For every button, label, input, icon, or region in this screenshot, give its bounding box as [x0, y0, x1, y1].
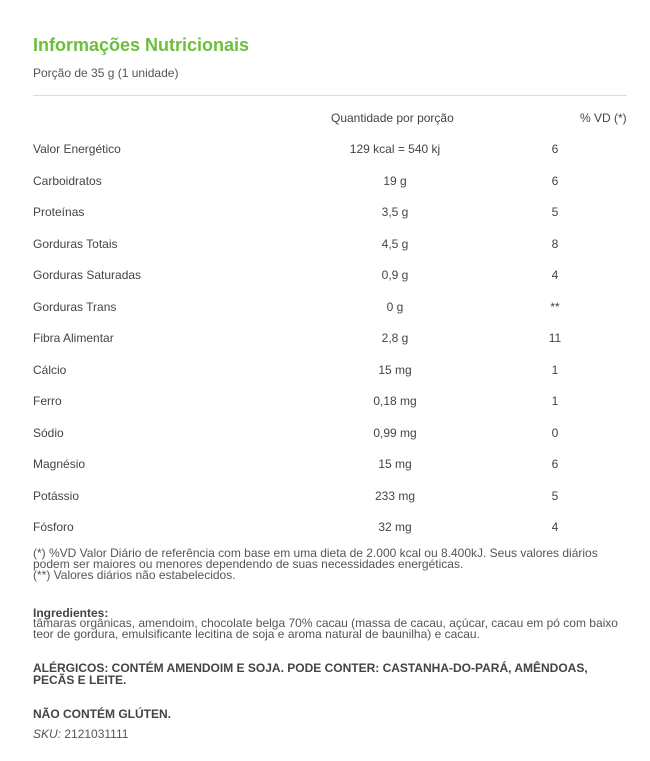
nutrient-name: Gorduras Trans — [33, 299, 117, 314]
table-row — [0, 300, 650, 320]
nutrient-quantity: 3,5 g — [381, 205, 409, 219]
sku-label: SKU: — [33, 727, 62, 741]
table-row — [0, 426, 650, 446]
nutrient-name: Carboidratos — [33, 173, 102, 188]
nutrient-daily-value: 4 — [551, 268, 559, 282]
nutrient-quantity: 233 mg — [374, 488, 416, 503]
sku — [33, 727, 128, 741]
nutrient-name: Fósforo — [33, 520, 74, 534]
table-row — [0, 142, 650, 162]
gluten-statement: NÃO CONTÉM GLÚTEN. — [33, 707, 171, 721]
portion-size: Porção de 35 g (1 unidade) — [33, 66, 179, 80]
nutrient-quantity: 4,5 g — [381, 236, 409, 251]
nutrient-name: Sódio — [33, 425, 64, 440]
nutrient-name: Potássio — [33, 488, 80, 503]
nutrient-name: Valor Energético — [33, 142, 121, 156]
sku-value: 2121031111 — [64, 727, 129, 741]
table-row — [0, 205, 650, 225]
divider — [33, 95, 627, 96]
table-row — [0, 363, 650, 383]
column-header-daily-value: % VD (*) — [580, 111, 627, 125]
footnotes — [33, 548, 633, 581]
nutrient-daily-value: 0 — [551, 425, 559, 440]
column-header-quantity: Quantidade por porção — [331, 111, 454, 125]
table-row — [0, 394, 650, 414]
nutrient-daily-value: 1 — [551, 394, 559, 408]
nutrient-name: Gorduras Saturadas — [33, 268, 142, 282]
nutrient-daily-value: 8 — [551, 236, 559, 251]
ingredients-title: Ingredientes: — [33, 606, 109, 620]
nutrient-quantity: 15 mg — [378, 457, 412, 471]
nutrient-quantity: 0 g — [386, 299, 404, 314]
nutrient-name: Ferro — [33, 394, 62, 408]
nutrient-daily-value: 5 — [551, 488, 559, 503]
ingredients-text: tâmaras orgânicas, amendoim, chocolate belga 70% cacau (massa de cacau, açúcar, cacau em pó com baixo teor de gordura, emulsificante lecitina de soja e aroma natural de baunilha) e cacau. — [33, 616, 618, 641]
nutrient-quantity: 32 mg — [378, 520, 412, 534]
nutrient-name: Cálcio — [33, 362, 67, 377]
nutrient-quantity: 19 g — [383, 173, 407, 188]
not-established-note: (**) Valores diários não estabelecidos. — [33, 568, 236, 582]
table-row — [0, 237, 650, 257]
nutrient-name: Proteínas — [33, 205, 85, 219]
page-title: Informações Nutricionais — [33, 35, 250, 55]
nutrient-name: Magnésio — [33, 457, 86, 471]
nutrient-quantity: 0,99 mg — [373, 425, 417, 440]
nutrient-daily-value: 6 — [551, 173, 559, 188]
nutrient-daily-value: ** — [550, 299, 560, 314]
nutrient-name: Gorduras Totais — [33, 236, 118, 251]
nutrient-daily-value: 4 — [551, 520, 559, 534]
table-row — [0, 331, 650, 351]
table-row — [0, 174, 650, 194]
daily-value-note: (*) %VD Valor Diário de referência com base em uma dieta de 2.000 kcal ou 8.400kJ. Seus valores diários podem ser maiores ou menores dependendo de suas necessidades energéticas. — [33, 546, 598, 571]
nutrient-quantity: 0,18 mg — [373, 394, 417, 408]
table-row — [0, 520, 650, 540]
nutrient-daily-value: 5 — [551, 205, 559, 219]
nutrient-quantity: 2,8 g — [381, 331, 409, 345]
nutrient-quantity: 15 mg — [378, 362, 412, 377]
table-row — [0, 489, 650, 509]
nutrient-daily-value: 11 — [548, 331, 562, 345]
nutrient-quantity: 129 kcal = 540 kj — [349, 142, 441, 156]
table-row — [0, 268, 650, 288]
nutrient-daily-value: 6 — [551, 142, 559, 156]
nutrient-name: Fibra Alimentar — [33, 331, 114, 345]
nutrient-daily-value: 1 — [551, 362, 559, 377]
nutrient-daily-value: 6 — [551, 457, 559, 471]
table-row — [0, 457, 650, 477]
allergen-warning: ALÉRGICOS: CONTÉM AMENDOIM E SOJA. PODE CONTER: CASTANHA-DO-PARÁ, AMÊNDOAS, PECÃS E LEITE. — [33, 661, 588, 687]
nutrient-quantity: 0,9 g — [381, 268, 409, 282]
